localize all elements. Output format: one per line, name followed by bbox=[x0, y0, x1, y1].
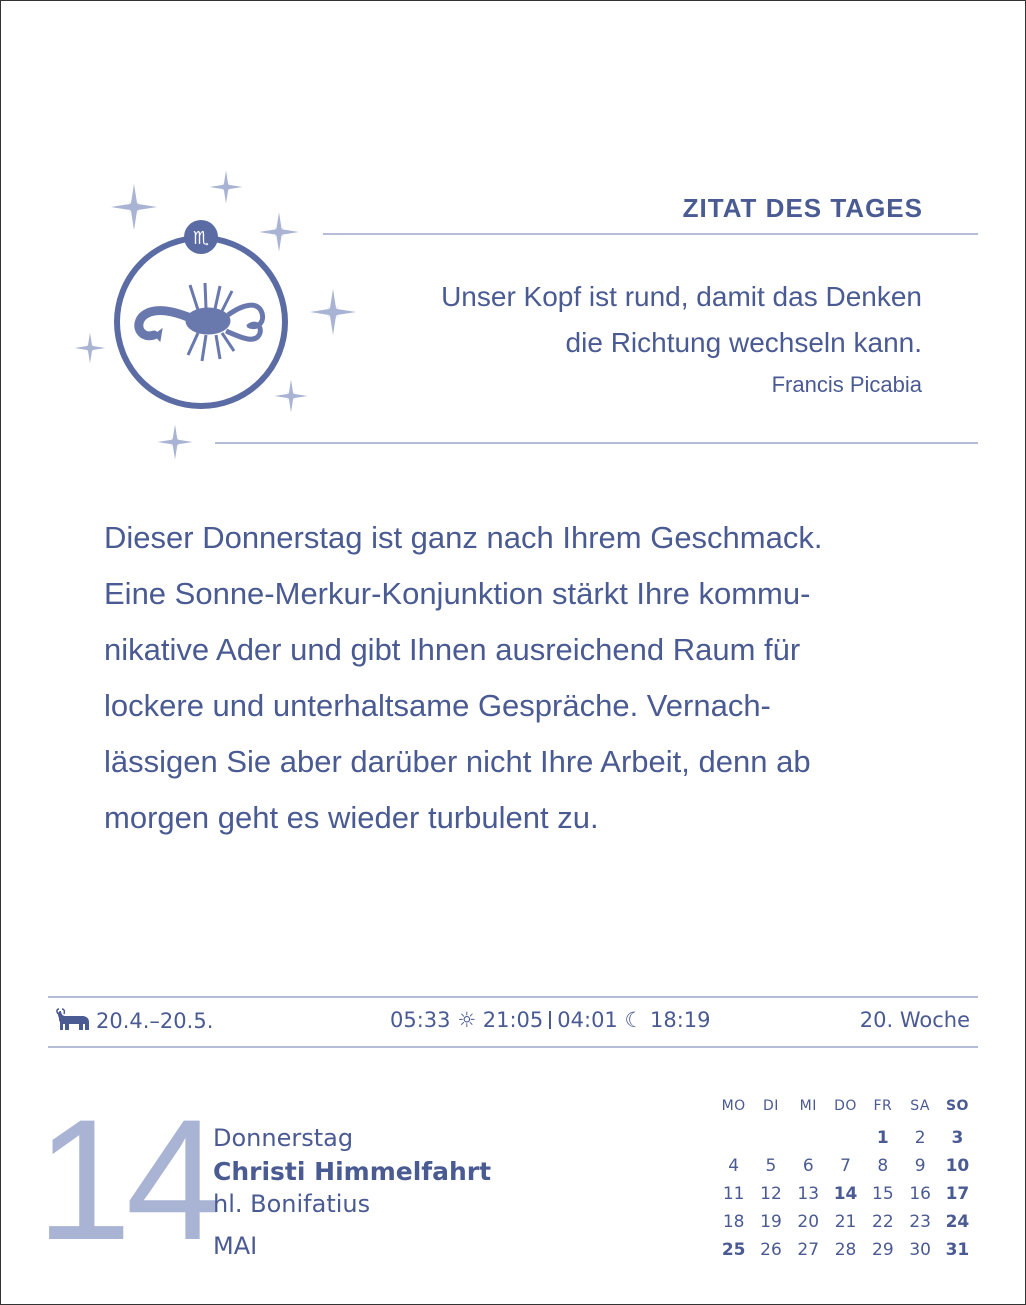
calendar-day: 13 bbox=[797, 1184, 820, 1204]
calendar-week-row bbox=[715, 1208, 976, 1236]
calendar-day bbox=[827, 1124, 864, 1152]
sunrise-time: 05:33 bbox=[390, 1008, 451, 1032]
calendar-day: 10 bbox=[945, 1156, 970, 1176]
calendar-day: 15 bbox=[872, 1184, 894, 1204]
quote-author: Francis Picabia bbox=[771, 372, 922, 397]
month-name: MAI bbox=[213, 1232, 258, 1260]
calendar-day: 18 bbox=[722, 1212, 745, 1232]
weekday-header: SA bbox=[910, 1098, 930, 1114]
calendar-day: 3 bbox=[951, 1128, 964, 1148]
info-bar-top-divider bbox=[48, 996, 978, 998]
quote-line-2: die Richtung wechseln kann. bbox=[565, 327, 922, 358]
calendar-day: 16 bbox=[909, 1184, 931, 1204]
calendar-day: 1 bbox=[876, 1128, 889, 1148]
sunset-time: 21:05 bbox=[482, 1008, 544, 1032]
calendar-day: 4 bbox=[728, 1156, 740, 1176]
calendar-day: 22 bbox=[872, 1212, 894, 1232]
calendar-day bbox=[790, 1124, 827, 1152]
calendar-day: 12 bbox=[760, 1184, 782, 1204]
info-bar bbox=[48, 996, 978, 1048]
calendar-day: 6 bbox=[802, 1156, 814, 1176]
holiday-name: Christi Himmelfahrt bbox=[213, 1157, 492, 1186]
calendar-week-row bbox=[715, 1236, 976, 1264]
taurus-bull-icon bbox=[56, 1008, 92, 1032]
horoscope-line: lockere und unterhaltsame Gespräche. Vernach- bbox=[104, 688, 771, 723]
weekday-header: SO bbox=[945, 1098, 969, 1114]
calendar-day: 2 bbox=[914, 1128, 926, 1148]
weekday-header: MI bbox=[799, 1098, 817, 1114]
sign-range bbox=[56, 1008, 213, 1033]
weekday-header: MO bbox=[721, 1098, 746, 1114]
sun-moon-times bbox=[390, 1008, 711, 1032]
sun-icon: ☼ bbox=[457, 1008, 477, 1032]
calendar-day: 31 bbox=[945, 1240, 970, 1260]
weekday-header: DI bbox=[762, 1098, 779, 1114]
svg-text:♏: ♏ bbox=[192, 228, 210, 249]
quote-line-1: Unser Kopf ist rund, damit das Denken bbox=[441, 281, 922, 312]
saint-name: hl. Bonifatius bbox=[213, 1190, 371, 1218]
calendar-day bbox=[715, 1124, 752, 1152]
horoscope-line: Dieser Donnerstag ist ganz nach Ihrem Geschmack. bbox=[104, 520, 823, 555]
calendar-day: 11 bbox=[722, 1184, 745, 1204]
divider-bar bbox=[549, 1011, 551, 1029]
info-bar-bottom-divider bbox=[48, 1046, 978, 1048]
calendar-day: 23 bbox=[909, 1212, 931, 1232]
calendar-day: 26 bbox=[760, 1240, 782, 1260]
calendar-day: 27 bbox=[797, 1240, 820, 1260]
calendar-day: 21 bbox=[834, 1212, 857, 1232]
horoscope-line: lässigen Sie aber darüber nicht Ihre Arbeit, denn ab bbox=[104, 744, 811, 779]
calendar-day: 9 bbox=[914, 1156, 926, 1176]
day-number: 14 bbox=[36, 1084, 216, 1276]
horoscope-line: nikative Ader und gibt Ihnen ausreichend Raum für bbox=[104, 632, 801, 667]
calendar-day: 25 bbox=[721, 1240, 746, 1260]
calendar-day: 8 bbox=[877, 1156, 889, 1176]
calendar-day: 7 bbox=[840, 1156, 851, 1176]
quote-heading: ZITAT DES TAGES bbox=[682, 193, 923, 223]
moonset-time: 18:19 bbox=[650, 1008, 711, 1032]
week-number: 20. Woche bbox=[859, 1008, 970, 1032]
calendar-week-row bbox=[715, 1152, 976, 1180]
horoscope-text bbox=[104, 510, 924, 846]
calendar-day: 30 bbox=[909, 1240, 931, 1260]
quote-text bbox=[322, 274, 922, 366]
quote-bottom-divider bbox=[215, 442, 978, 444]
quote-top-divider bbox=[323, 233, 978, 235]
calendar-week-row bbox=[715, 1180, 976, 1208]
calendar-day: 14 bbox=[833, 1184, 858, 1204]
calendar-day: 17 bbox=[945, 1184, 970, 1204]
mini-calendar-weeks bbox=[715, 1124, 976, 1264]
calendar-day: 20 bbox=[797, 1212, 820, 1232]
sign-range-text: 20.4.–20.5. bbox=[96, 1009, 214, 1033]
weekday-header: DO bbox=[834, 1098, 857, 1114]
mini-calendar-header bbox=[715, 1092, 976, 1120]
calendar-day: 5 bbox=[765, 1156, 777, 1176]
calendar-day: 28 bbox=[834, 1240, 857, 1260]
calendar-day: 29 bbox=[872, 1240, 894, 1260]
calendar-day: 24 bbox=[945, 1212, 970, 1232]
weekday: Donnerstag bbox=[213, 1124, 354, 1152]
calendar-week-row bbox=[715, 1124, 976, 1152]
horoscope-line: Eine Sonne-Merkur-Konjunktion stärkt Ihre kommu- bbox=[104, 576, 811, 611]
weekday-header: FR bbox=[873, 1098, 893, 1114]
moon-icon: ☾ bbox=[624, 1008, 644, 1032]
calendar-day: 19 bbox=[760, 1212, 782, 1232]
horoscope-line: morgen geht es wieder turbulent zu. bbox=[104, 800, 599, 835]
date-details bbox=[213, 1122, 491, 1263]
calendar-day bbox=[752, 1124, 789, 1152]
moonrise-time: 04:01 bbox=[557, 1008, 618, 1032]
mini-calendar bbox=[715, 1092, 976, 1264]
